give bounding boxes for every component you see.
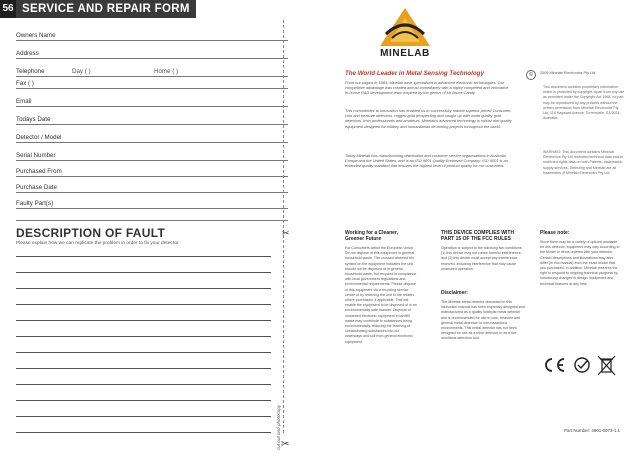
form-title: SERVICE AND REPAIR FORM <box>22 3 190 15</box>
scissors-icon: ✂ <box>282 228 290 238</box>
disclaimer-heading: Disclaimer: <box>441 290 468 296</box>
description-line[interactable] <box>16 320 271 321</box>
fcc-heading: THIS DEVICE COMPLIES WITH PART 15 OF THE FCC RULES <box>441 230 515 242</box>
detector-model-field[interactable] <box>16 130 288 143</box>
description-subtitle: Please explain how we can replicate the problem in order to fix your detector. <box>16 241 180 246</box>
cut-out-text: cut out and photocopy <box>276 404 281 450</box>
description-line[interactable] <box>16 368 271 369</box>
cut-line <box>283 20 284 433</box>
serial-number-field[interactable] <box>16 148 288 161</box>
address-field[interactable] <box>16 46 288 59</box>
please-note-body: Since there may be a variety of options available for this detector, equipment may vary according to the Model or items ordered with your detector. Certain descriptions and illustrations may also differ (in this manual) from the exact model that you purchased. In addition, Minelab reserves the right to respond to ongoing technical progress by introducing changes in design, equipment and technical features at any time. <box>540 240 620 286</box>
copyright-warning: WARNING: This document contains Minelab Electronics Pty Ltd restricted technical data and/or restricted rights data on both Patents, trademarks, supply services, Detecting and Minelab are all trademarks of Minelab Electronics Pty Ltd. <box>543 150 623 175</box>
todays-date-label: Todays Date <box>16 116 51 123</box>
telephone-day-label: Day ( ) <box>72 68 91 75</box>
brand-tagline: The World Leader in Metal Sensing Technology <box>345 70 484 77</box>
fcc-body: Operation is subject to the following two conditions: (1) this device may not cause harmful interference, and (2) this device must accept any interference received, including interference that may cause undesired operation. <box>441 246 523 271</box>
description-line[interactable] <box>16 352 271 353</box>
faulty-parts-extra-line[interactable] <box>16 208 288 221</box>
brand-name: MINELAB <box>380 48 430 59</box>
description-line[interactable] <box>16 400 271 401</box>
description-line[interactable] <box>16 416 271 417</box>
purchased-from-field[interactable] <box>16 164 288 177</box>
description-line[interactable] <box>16 432 271 433</box>
brand-intro-paragraph: From our origins in 1985, Minelab have specialised in advanced electronic technologies. Our competitive advantage was created almost immediately with a highly competent and innovative in-house R&D development team inspired by the genius of Mr Bruce Candy. <box>345 80 509 96</box>
brand-commitment-paragraph: This commitment to innovation has enabled us to successfully market superior priced Consumer, coin and treasure detectors, rugged gold prospecting and caught up with world quality gold detectors, both professionals and amateurs. Minelab's advanced technology is robust and quality equipment designed for military and humanitarian de-mining projects throughout the world. <box>345 108 512 129</box>
recycling-body: For Consumers within the European Union: Do not dispose of this equipment in general household waste. The crossed wheeled bin symbol on the equipment indicates the unit should not be disposed of in general household waste, but recycled in compliance with local government regulations and environmental requirements. Please dispose of this equipment via a recycling service centre or by returning the unit to the retailer where purchased, if applicable. This will enable the equipment to be disposed of in an environmentally safe manner. Disposal of unwanted electronic equipment in landfill waste may contribute to substances being environmentally, reducing the leaching of contaminating substances into our waterways and soil from general electronic equipment. <box>345 246 417 344</box>
compliance-icons <box>542 352 618 378</box>
disclaimer-body: The Minelab metal detector discussed in this instruction manual has been expressly designed and manufactured as a quality hobbyist metal detector and is recommended for use in coin, treasure and general metal detection in non-hazardous environments. This metal detector has not been designed for use as a mine detector or as a live munitions detection tool. <box>441 300 525 341</box>
description-line[interactable] <box>16 304 271 305</box>
owners-name-field[interactable] <box>16 28 288 41</box>
c-tick-mark-icon <box>575 358 589 372</box>
telephone-label: Telephone <box>16 68 45 75</box>
address-label: Address <box>16 50 39 57</box>
scissors-icon: ✂ <box>281 439 290 450</box>
description-line[interactable] <box>16 288 271 289</box>
copyright-body: This document contains proprietary information which is protected by copyright. Apart from any use as permitted under the Copyright Act 1968, no part may be reproduced by any process without the written permission from Minelab Electronics Pty Ltd, 118 Hayward Avenue, Torrensville, SA 5031, Australia. <box>543 85 625 121</box>
description-line[interactable] <box>16 336 271 337</box>
todays-date-field[interactable] <box>16 112 288 125</box>
email-field[interactable] <box>16 94 288 107</box>
please-note-heading: Please note: <box>540 230 570 236</box>
ce-mark-icon <box>546 359 564 371</box>
description-title: DESCRIPTION OF FAULT <box>16 226 166 240</box>
purchase-date-label: Purchase Date <box>16 184 57 191</box>
copyright-icon: © <box>526 70 536 80</box>
description-line[interactable] <box>16 384 271 385</box>
faulty-parts-label: Faulty Part(s) <box>16 200 54 207</box>
fax-label: Fax ( ) <box>16 80 34 87</box>
detector-model-label: Detector / Model <box>16 134 62 141</box>
crossed-bin-icon <box>598 356 615 375</box>
serial-number-label: Serial Number <box>16 152 56 159</box>
recycling-heading: Working for a Cleaner, Greener Future <box>345 230 398 242</box>
fax-field[interactable] <box>16 76 288 89</box>
purchase-date-field[interactable] <box>16 180 288 193</box>
description-line[interactable] <box>16 272 271 273</box>
purchased-from-label: Purchased From <box>16 168 62 175</box>
email-label: Email <box>16 98 32 105</box>
owners-name-label: Owners Name <box>16 32 56 39</box>
description-line[interactable] <box>16 256 271 257</box>
brand-manufacture-paragraph: Today Minelab has manufacturing distribution and customer service organisations in Australia, Europe and the United States, and is an ISO 9001 Quality Endorsed Company. ISO 9001 is an extended quality standard that ensures the highest level of product quality for our customers. <box>345 153 508 169</box>
page-number: 56 <box>0 0 16 18</box>
part-number: Part Number: 4901-0073-1.1 <box>564 428 620 433</box>
telephone-home-label: Home ( ) <box>154 68 179 75</box>
copyright-line: 2009 Minelab Electronics Pty Ltd <box>540 71 596 75</box>
